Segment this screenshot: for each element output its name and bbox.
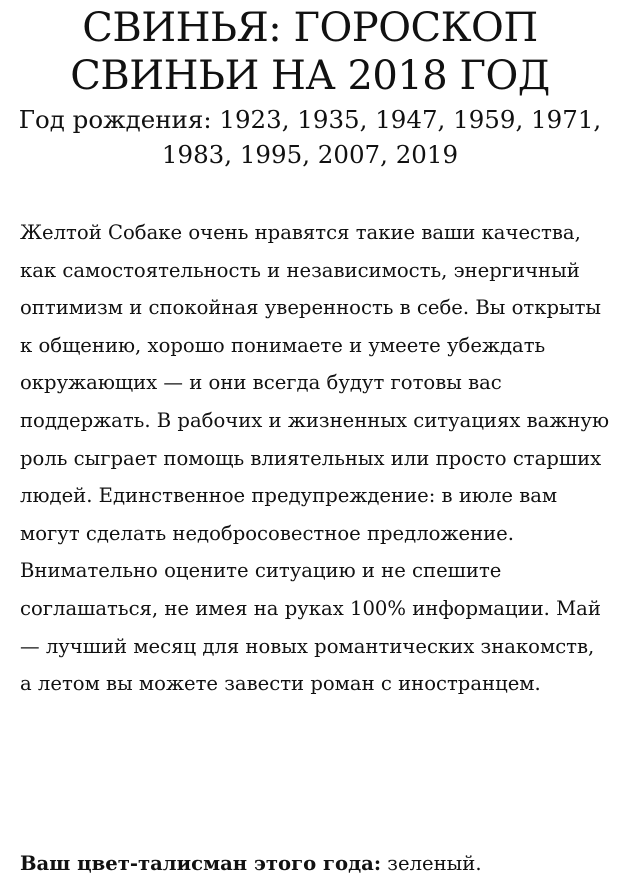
talisman-value: зеленый. — [387, 852, 482, 875]
talisman-color — [20, 845, 610, 883]
article-title-line-1: СВИНЬЯ: ГОРОСКОП — [82, 5, 538, 51]
talisman-label: Ваш цвет-талисман этого года: — [20, 852, 382, 875]
birth-years — [0, 102, 620, 172]
horoscope-text: Желтой Собаке очень нравятся такие ваши качества, как самостоятельность и независимость, энергичный оптимизм и спокойная уверенность в себе. Вы открыты к общению, хорошо понимаете и умеете убеждать окружающих — и они всегда будут готовы вас поддержать. В рабочих и жизненных ситуациях важную роль сыграет помощь влиятельных или просто старших людей. Единственное предупреждение: в июле вам могут сделать недобросовестное предложение. Внимательно оцените ситуацию и не спешите соглашаться, не имея на руках 100% информации. Май — лучший месяц для новых романтических знакомств, а летом вы можете завести роман с иностранцем. — [20, 221, 609, 696]
birth-years-line-1: Год рождения: 1923, 1935, 1947, 1959, 1971, — [18, 105, 602, 134]
article-title — [0, 0, 620, 100]
article-title-line-2: СВИНЬИ НА 2018 ГОД — [70, 53, 550, 99]
birth-years-line-2: 1983, 1995, 2007, 2019 — [161, 140, 459, 169]
